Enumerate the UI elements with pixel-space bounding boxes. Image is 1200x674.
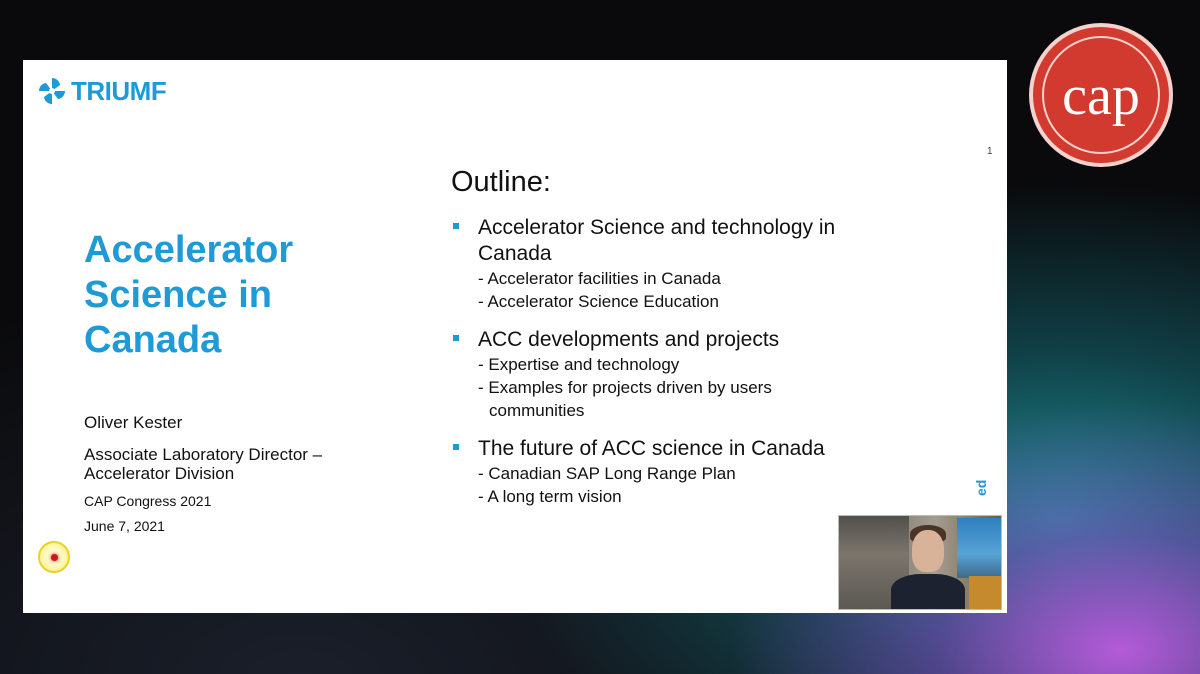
- event-name: CAP Congress 2021: [84, 493, 212, 509]
- logo-text: TRIUMF: [71, 75, 167, 106]
- triumf-pinwheel-icon: [37, 76, 67, 106]
- outline-bullet: [451, 436, 891, 508]
- bullet-main-text: Accelerator Science and technology in Canada: [478, 216, 836, 265]
- outline-bullet: [451, 327, 891, 422]
- webcam-background-window: [957, 518, 1002, 578]
- bullet-sub-text: - Examples for projects driven by users: [478, 378, 772, 397]
- bullet-sub-text: - Accelerator Science Education: [478, 292, 719, 311]
- outline-list: [451, 215, 891, 522]
- bullet-sub-text: communities: [489, 401, 585, 420]
- cap-logo-icon: [1028, 22, 1174, 168]
- presenter-role: Associate Laboratory Director – Accelerator Division: [84, 445, 323, 483]
- page-number: 1: [987, 146, 993, 157]
- bullet-square-icon: [453, 335, 459, 341]
- bullet-sub-text: - Accelerator facilities in Canada: [478, 269, 721, 288]
- outline-title: Outline:: [451, 166, 551, 198]
- bullet-main-text: The future of ACC science in Canada: [478, 437, 825, 460]
- laser-pointer: [38, 541, 70, 573]
- bullet-sub-text: - Expertise and technology: [478, 355, 680, 374]
- presenter-body: [891, 574, 965, 610]
- presentation-date: June 7, 2021: [84, 518, 165, 534]
- bullet-square-icon: [453, 444, 459, 450]
- bullet-sub-text: - A long term vision: [478, 487, 622, 506]
- presenter-info: [84, 413, 322, 534]
- pointer-dot-icon: [51, 554, 58, 561]
- side-text-fragment: ed: [973, 479, 989, 496]
- bullet-sub-text: - Canadian SAP Long Range Plan: [478, 464, 736, 483]
- bullet-main-text: ACC developments and projects: [478, 328, 780, 351]
- bullet-square-icon: [453, 223, 459, 229]
- presenter-head: [912, 530, 944, 572]
- cap-logo-badge: [1028, 22, 1174, 168]
- triumf-logo: [37, 76, 166, 106]
- slide-title: Accelerator Science in Canada: [84, 229, 294, 361]
- outline-bullet: [451, 215, 891, 313]
- presenter-name: Oliver Kester: [84, 413, 183, 432]
- webcam-background-frame: [969, 576, 1002, 610]
- presenter-webcam: [838, 515, 1002, 610]
- cap-logo-text: cap: [1062, 65, 1140, 127]
